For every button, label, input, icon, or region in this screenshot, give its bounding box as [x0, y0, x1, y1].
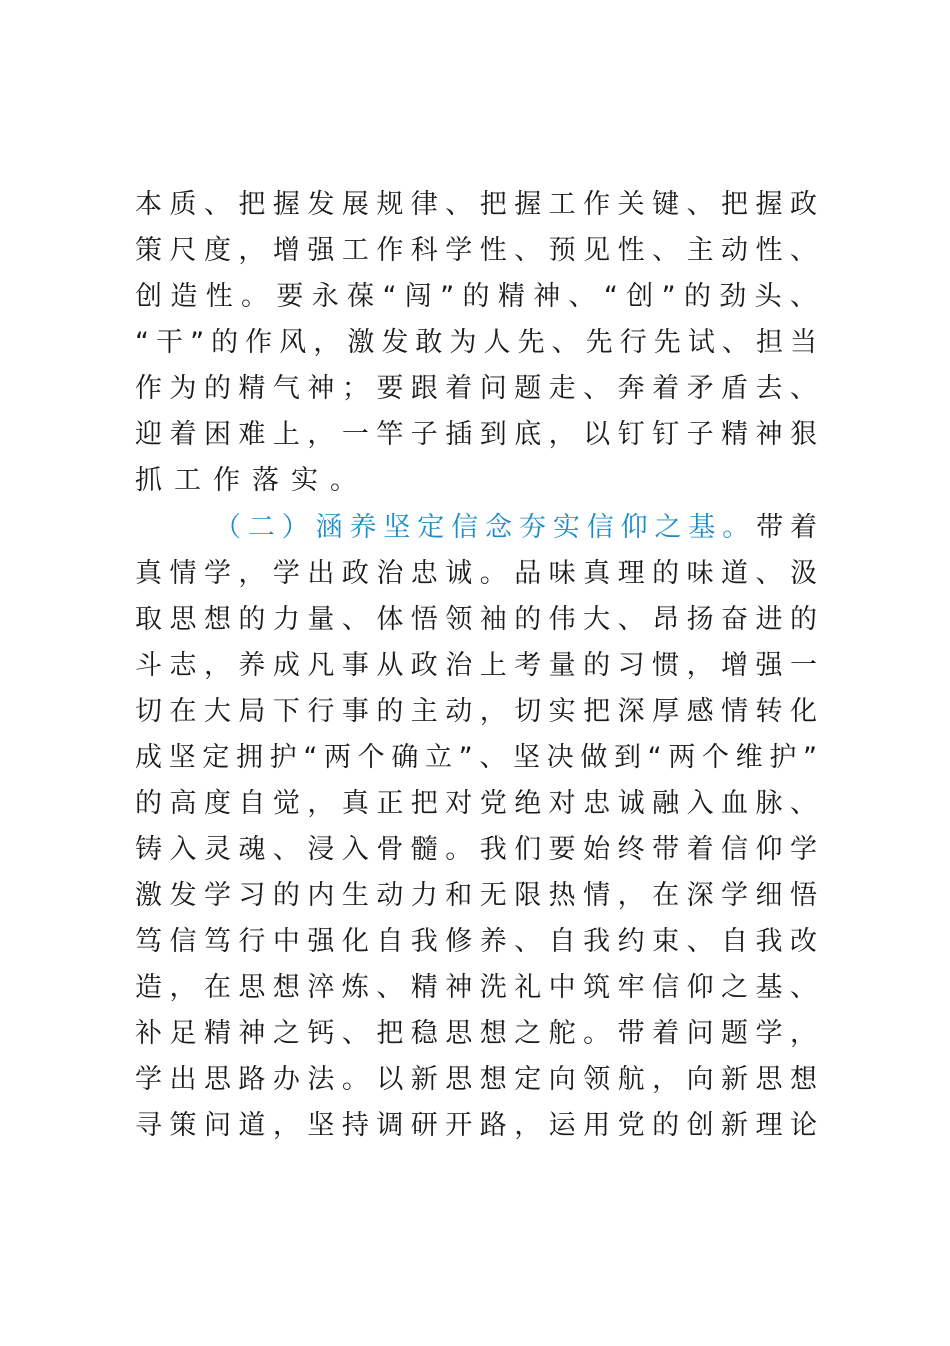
text-line: 作为的精气神；要跟着问题走、奔着矛盾去、 — [135, 373, 817, 404]
text-line: 成坚定拥护“两个确立”、坚决做到“两个维护” — [135, 742, 817, 773]
paragraph-first-line — [214, 505, 817, 551]
text-line: 学出思路办法。以新思想定向领航，向新思想 — [135, 1064, 817, 1095]
text-line: 补足精神之钙、把稳思想之舵。带着问题学， — [135, 1018, 817, 1049]
text-line: 铸入灵魂、浸入骨髓。我们要始终带着信仰学 — [135, 834, 817, 865]
text-line: 本质、把握发展规律、把握工作关键、把握政 — [135, 189, 817, 220]
text-line: 笃信笃行中强化自我修养、自我约束、自我改 — [135, 926, 817, 957]
text-line: 策尺度，增强工作科学性、预见性、主动性、 — [135, 235, 817, 266]
text-line: 切在大局下行事的主动，切实把深厚感情转化 — [135, 696, 817, 727]
text-line: 抓工作落实。 — [135, 465, 369, 496]
text-line: 造，在思想淬炼、精神洗礼中筑牢信仰之基、 — [135, 972, 817, 1003]
section-heading: （二）涵养坚定信念夯实信仰之基。 — [214, 512, 757, 543]
text-line: 迎着困难上，一竿子插到底，以钉钉子精神狠 — [135, 419, 817, 450]
text-line: 取思想的力量、体悟领袖的伟大、昂扬奋进的 — [135, 604, 817, 635]
text-line: “干”的作风，激发敢为人先、先行先试、担当 — [135, 327, 817, 358]
text-span: 带着 — [756, 512, 818, 543]
text-line: 创造性。要永葆“闯”的精神、“创”的劲头、 — [135, 281, 817, 312]
text-line: 真情学，学出政治忠诚。品味真理的味道、汲 — [135, 558, 817, 589]
text-line: 激发学习的内生动力和无限热情，在深学细悟 — [135, 880, 817, 911]
text-line: 斗志，养成凡事从政治上考量的习惯，增强一 — [135, 650, 817, 681]
text-line: 寻策问道，坚持调研开路，运用党的创新理论 — [135, 1110, 817, 1141]
text-line: 的高度自觉，真正把对党绝对忠诚融入血脉、 — [135, 788, 817, 819]
